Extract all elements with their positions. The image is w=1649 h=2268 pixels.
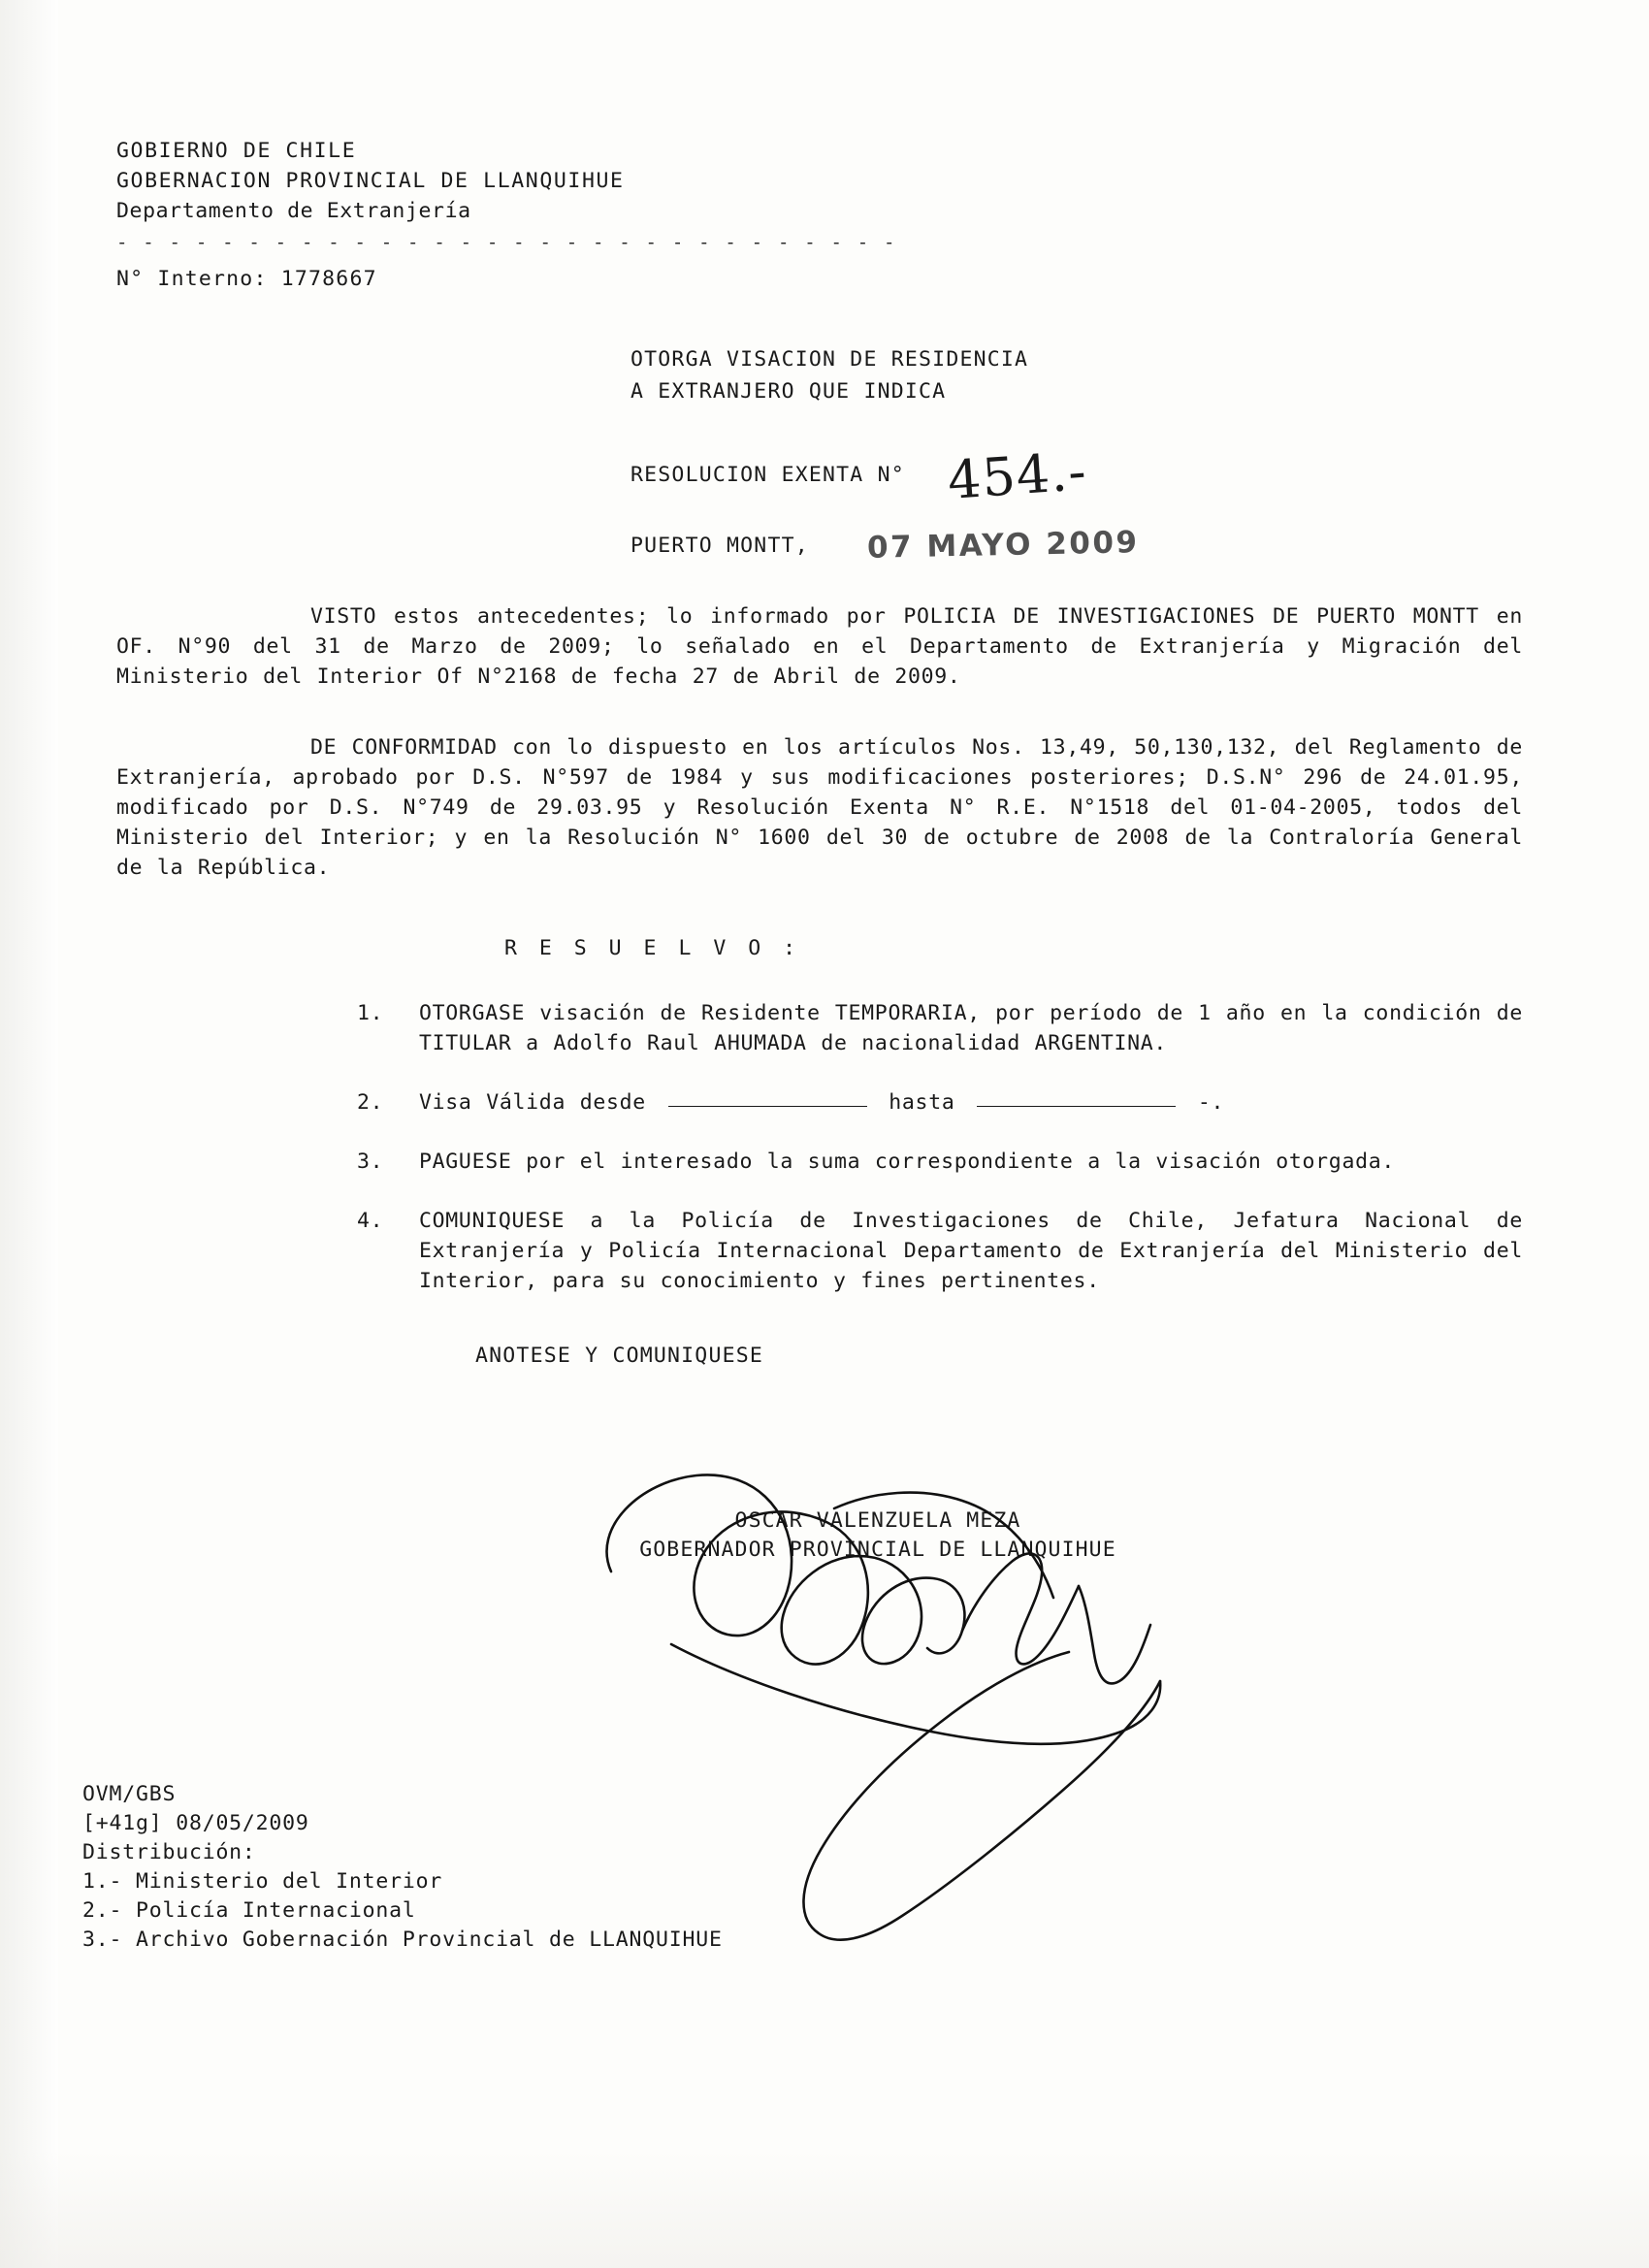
item-text-4: COMUNIQUESE a la Policía de Investigaciones de Chile, Jefatura Nacional de Extranjería y Policía Internacional Departamento de Extranjería del Ministerio del Interior, para su conocimiento y fines pertinentes. (419, 1209, 1523, 1293)
conformidad-lead: DE CONFORMIDAD (310, 735, 498, 760)
list-item (116, 998, 1523, 1058)
item-text-3: PAGUESE por el interesado la suma correspondiente a la visación otorgada. (419, 1150, 1396, 1174)
resolution-row (630, 440, 1523, 511)
place-label: PUERTO MONTT, (630, 534, 809, 558)
closing-line: ANOTESE Y COMUNIQUESE (475, 1344, 764, 1368)
conformidad-text: con lo dispuesto en los artículos Nos. 13,49, 50,130,132, del Reglamento de Extranjería, aprobado por D.S. N°597 de 1984 y sus modificaciones posteriores; D.S.N° 296 de 24.01.95, modificado por D.S. N°749 de 29.03.95 y Resolución Exenta N° R.E. N°1518 del 01-04-2005, todos del Ministerio del Interior; y en la Resolución N° 1600 del 30 de octubre de 2008 de la Contraloría General de la República. (116, 735, 1523, 880)
signer-name: OSCAR VALENZUELA MEZA (734, 1508, 1021, 1533)
footer-initials: OVM/GBS (82, 1782, 177, 1806)
letterhead-office: GOBERNACION PROVINCIAL DE LLANQUIHUE (116, 169, 625, 193)
resolution-items (116, 998, 1523, 1296)
list-item (116, 1206, 1523, 1296)
letterhead-department: Departamento de Extranjería (116, 199, 471, 223)
item-number-1: 1. (357, 1001, 384, 1025)
scan-edge-bottom (0, 2152, 1649, 2268)
paragraph-conformidad (116, 732, 1523, 883)
internal-number: N° Interno: 1778667 (116, 267, 377, 291)
footer-distribution-2: 2.- Policía Internacional (82, 1898, 416, 1923)
subject-block (630, 344, 1523, 406)
visa-trailing-dash: -. (1197, 1090, 1225, 1115)
visa-from-field[interactable] (668, 1106, 867, 1107)
item-number-4: 4. (357, 1209, 384, 1233)
resuelvo-heading: R E S U E L V O : (504, 936, 801, 960)
letterhead (116, 136, 1523, 294)
footer-distribution-1: 1.- Ministerio del Interior (82, 1869, 443, 1894)
resolution-number: 454.- (945, 440, 1089, 511)
place-row (630, 525, 1523, 566)
item-text-2 (419, 1087, 1523, 1118)
signature-area (116, 1371, 1523, 1497)
footer-block (82, 1780, 723, 1955)
paragraph-visto (116, 601, 1523, 692)
signature-block (116, 1507, 1523, 1565)
subject-line-2: A EXTRANJERO QUE INDICA (630, 379, 947, 404)
letterhead-separator: - - - - - - - - - - - - - - - - - - - - - - - - - - - - - - (116, 232, 897, 253)
footer-distribution-label: Distribución: (82, 1840, 256, 1864)
footer-distribution-3: 3.- Archivo Gobernación Provincial de LLANQUIHUE (82, 1928, 723, 1952)
subject-line-1: OTORGA VISACION DE RESIDENCIA (630, 347, 1029, 372)
list-item (116, 1087, 1523, 1118)
list-item (116, 1147, 1523, 1177)
visto-text: estos antecedentes; lo informado por POLICIA DE INVESTIGACIONES DE PUERTO MONTT en OF. N°90 del 31 de Marzo de 2009; lo señalado en el Departamento de Extranjería y Migración del Ministerio del Interior Of N°2168 de fecha 27 de Abril de 2009. (116, 604, 1523, 689)
footer-code-date: [+41g] 08/05/2009 (82, 1811, 309, 1835)
item-number-3: 3. (357, 1150, 384, 1174)
visto-lead: VISTO (310, 604, 377, 629)
scan-edge-left (0, 0, 58, 2268)
letterhead-government: GOBIERNO DE CHILE (116, 139, 357, 163)
resolution-label: RESOLUCION EXENTA N° (630, 463, 905, 487)
visa-to-field[interactable] (977, 1106, 1176, 1107)
item-number-2: 2. (357, 1090, 384, 1115)
item-text-1: OTORGASE visación de Residente TEMPORARIA, por período de 1 año en la condición de TITULAR a Adolfo Raul AHUMADA de nacionalidad ARGENTINA. (419, 1001, 1523, 1055)
date-stamp: 07 MAYO 2009 (866, 525, 1140, 566)
signer-title: GOBERNADOR PROVINCIAL DE LLANQUIHUE (639, 1538, 1116, 1562)
document-content (116, 136, 1523, 1565)
visa-valid-from-label: Visa Válida desde (419, 1090, 646, 1115)
visa-valid-to-label: hasta (889, 1090, 955, 1115)
